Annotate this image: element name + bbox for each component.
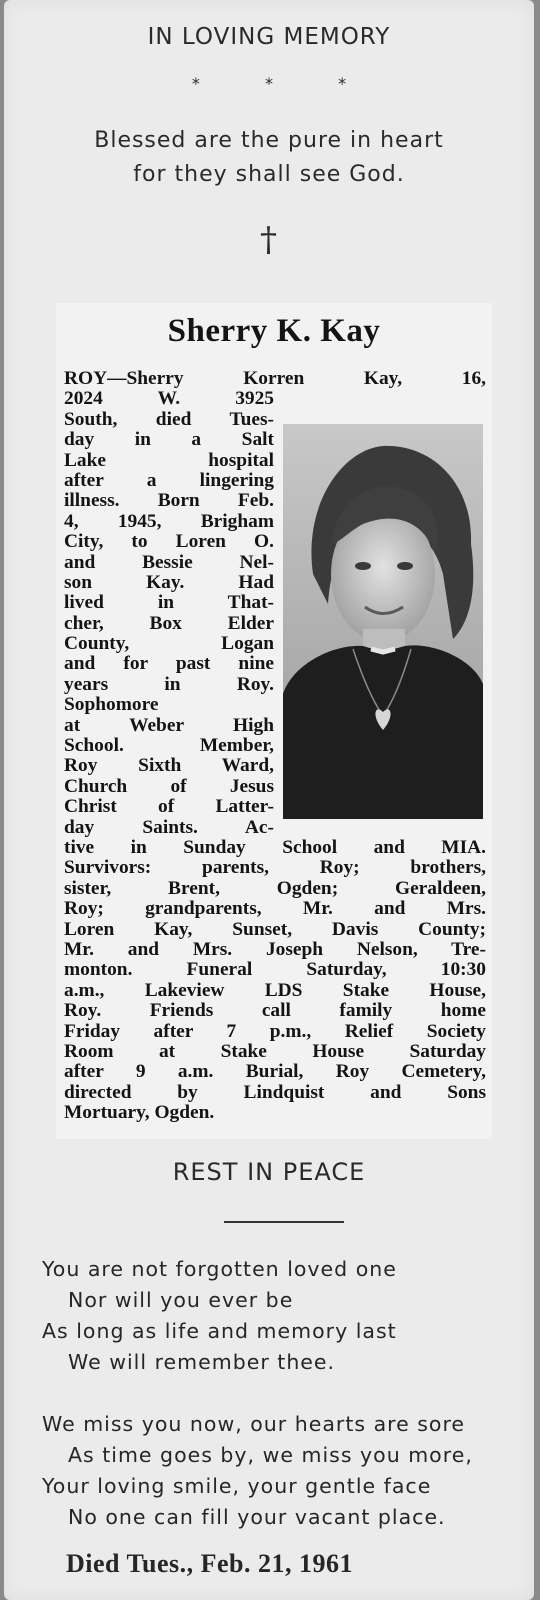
obituary-line: Lake hospital bbox=[64, 450, 274, 471]
portrait-image bbox=[283, 424, 483, 819]
poem-line: As time goes by, we miss you more, bbox=[68, 1443, 473, 1467]
obituary-line: day Saints. Ac- bbox=[64, 817, 274, 838]
obituary-line: years in Roy. bbox=[64, 674, 274, 695]
verse-line: Blessed are the pure in heart bbox=[94, 128, 444, 153]
obituary-line: a.m., Lakeview LDS Stake House, bbox=[64, 980, 486, 1001]
poem-line: We will remember thee. bbox=[68, 1350, 336, 1374]
poem-line: Your loving smile, your gentle face bbox=[42, 1474, 432, 1498]
poem-stanza-2 bbox=[42, 1409, 473, 1533]
obituary-line: and Bessie Nel- bbox=[64, 552, 274, 573]
obituary-line: after a lingering bbox=[64, 470, 274, 491]
poem-line: We miss you now, our hearts are sore bbox=[42, 1412, 466, 1436]
obituary-line: Roy. Friends call family home bbox=[64, 1001, 486, 1022]
obituary-line: 4, 1945, Brigham bbox=[64, 511, 274, 532]
cross-icon: † bbox=[260, 220, 278, 260]
obituary-name: Sherry K. Kay bbox=[167, 313, 381, 349]
obituary-line: Loren Kay, Sunset, Davis County; bbox=[64, 919, 486, 940]
obituary-line: Mr. and Mrs. Joseph Nelson, Tre- bbox=[64, 939, 486, 960]
obituary-line: at Weber High bbox=[64, 715, 274, 736]
obituary-line: Church of Jesus bbox=[64, 776, 274, 797]
beatitude-verse bbox=[4, 124, 534, 192]
poem-line: As long as life and memory last bbox=[42, 1319, 397, 1343]
obituary-line: Mortuary, Ogden. bbox=[64, 1102, 215, 1124]
obituary-line: County, Logan bbox=[64, 634, 274, 655]
obituary-line: 2024 W. 3925 bbox=[64, 389, 274, 410]
obituary-line: tive in Sunday School and MIA. bbox=[64, 837, 486, 858]
obituary-line: City, to Loren O. bbox=[64, 532, 274, 553]
poem-line: No one can fill your vacant place. bbox=[68, 1505, 446, 1529]
obituary-clipping bbox=[56, 303, 492, 1139]
obituary-line: Survivors: parents, Roy; brothers, bbox=[64, 858, 486, 879]
obituary-line: Sophomore bbox=[64, 695, 159, 716]
obituary-line: South, died Tues- bbox=[64, 409, 274, 430]
poem-line: You are not forgotten loved one bbox=[42, 1257, 397, 1281]
obituary-line: day in a Salt bbox=[64, 430, 274, 451]
obituary-line: cher, Box Elder bbox=[64, 613, 274, 634]
obituary-line: Christ of Latter- bbox=[64, 797, 274, 818]
poem-stanza-1 bbox=[42, 1254, 397, 1378]
death-date: Died Tues., Feb. 21, 1961 bbox=[66, 1549, 353, 1578]
star-divider: * * * bbox=[191, 74, 377, 93]
obituary-line: after 9 a.m. Burial, Roy Cemetery, bbox=[64, 1062, 486, 1083]
poem-line: Nor will you ever be bbox=[68, 1288, 294, 1312]
portrait-photo bbox=[283, 424, 483, 819]
obituary-line: School. Member, bbox=[64, 736, 274, 757]
obituary-line: and for past nine bbox=[64, 654, 274, 675]
obituary-line: illness. Born Feb. bbox=[64, 491, 274, 512]
obituary-line: Room at Stake House Saturday bbox=[64, 1041, 486, 1062]
obituary-line: Roy; grandparents, Mr. and Mrs. bbox=[64, 899, 486, 920]
card-title: IN LOVING MEMORY bbox=[147, 24, 391, 50]
memorial-card bbox=[4, 0, 534, 1600]
verse-line: for they shall see God. bbox=[133, 162, 405, 187]
rest-in-peace: REST IN PEACE bbox=[172, 1158, 366, 1186]
obituary-line: monton. Funeral Saturday, 10:30 bbox=[64, 960, 486, 981]
obituary-line: Roy Sixth Ward, bbox=[64, 756, 274, 777]
obituary-line: ROY—Sherry Korren Kay, 16, bbox=[64, 369, 486, 389]
divider-line bbox=[224, 1221, 344, 1223]
obituary-line: directed by Lindquist and Sons bbox=[64, 1082, 486, 1103]
obituary-line: Friday after 7 p.m., Relief Society bbox=[64, 1021, 486, 1042]
obituary-line: sister, Brent, Ogden; Geraldeen, bbox=[64, 878, 486, 899]
obituary-line: lived in That- bbox=[64, 593, 274, 614]
obituary-line: son Kay. Had bbox=[64, 572, 274, 593]
